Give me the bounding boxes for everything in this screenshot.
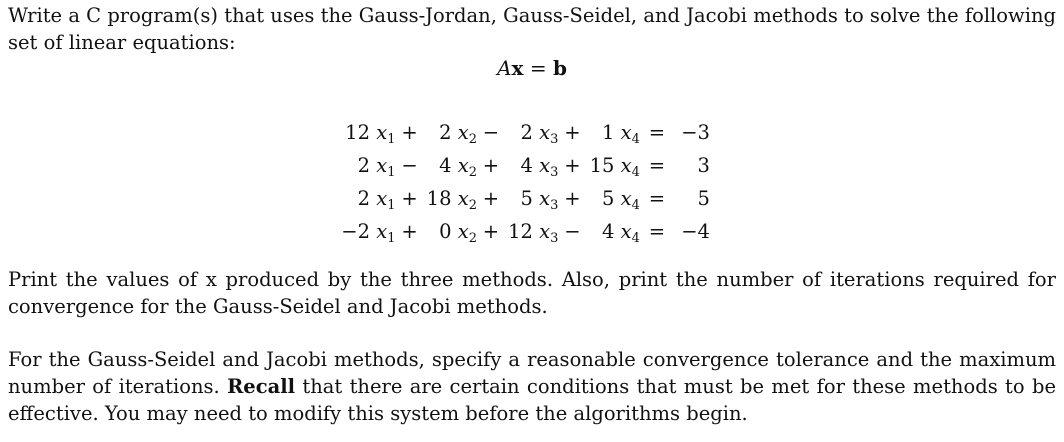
variable	[376, 121, 396, 147]
operator: −	[482, 121, 500, 144]
right-hand-side: −3	[681, 121, 710, 144]
variable-subscript: 1	[387, 198, 396, 213]
coefficient: 2	[520, 121, 533, 144]
coefficient: 12	[345, 121, 370, 144]
variable-letter: x	[457, 154, 469, 177]
term-1	[330, 182, 395, 215]
variable-letter: x	[457, 220, 469, 243]
variable-letter: x	[539, 121, 551, 144]
coefficient: 2	[357, 154, 370, 177]
operator: −	[564, 220, 581, 243]
variable-letter: x	[457, 187, 469, 210]
matrix-a: A	[497, 56, 512, 80]
coefficient: 4	[439, 154, 452, 177]
term-2	[423, 116, 476, 149]
recall-bold: Recall	[227, 375, 296, 398]
variable	[620, 121, 640, 147]
variable-letter: x	[539, 220, 551, 243]
variable-letter: x	[376, 121, 388, 144]
variable-letter: x	[620, 154, 632, 177]
variable-letter: x	[620, 187, 632, 210]
variable-letter: x	[539, 187, 551, 210]
variable-subscript: 1	[387, 132, 396, 147]
variable-subscript: 2	[468, 231, 477, 246]
variable	[457, 121, 477, 147]
variable-subscript: 4	[631, 165, 640, 180]
term-1	[330, 215, 395, 248]
variable-subscript: 3	[550, 132, 559, 147]
operator: +	[482, 187, 500, 210]
variable-subscript: 1	[387, 165, 396, 180]
variable-subscript: 3	[550, 165, 559, 180]
operator: −	[401, 154, 418, 177]
variable-subscript: 3	[550, 198, 559, 213]
term-2	[423, 215, 476, 248]
coefficient: −2	[341, 220, 370, 243]
tolerance-text-before: For the Gauss-Seidel and Jacobi methods, specify a reasonable convergence tolerance and the maximum number of iterations.	[8, 348, 1056, 398]
coefficient: 2	[439, 121, 452, 144]
variable-subscript: 3	[550, 231, 559, 246]
equation-row	[330, 182, 710, 215]
matrix-equation	[0, 56, 1064, 80]
tolerance-text-after: that there are certain conditions that must be met for these methods to be effective. You may need to modify this system before the algorithms begin.	[8, 375, 1056, 425]
term-1	[330, 116, 395, 149]
operator: +	[564, 121, 581, 144]
term-4	[586, 182, 639, 215]
variable	[376, 187, 396, 213]
term-2	[423, 182, 476, 215]
term-4	[586, 215, 639, 248]
variable-letter: x	[376, 220, 388, 243]
operator: +	[482, 154, 500, 177]
term-3	[505, 149, 558, 182]
variable	[539, 220, 559, 246]
variable	[620, 154, 640, 180]
operator: +	[401, 187, 418, 210]
equals-sign: =	[648, 121, 666, 144]
equation-row	[330, 215, 710, 248]
intro-text: Write a C program(s) that uses the Gauss-Jordan, Gauss-Seidel, and Jacobi methods to solve the following set of linear equations:	[8, 4, 1056, 54]
vector-x: x	[511, 56, 524, 80]
intro-paragraph	[8, 2, 1056, 56]
variable	[620, 187, 640, 213]
right-hand-side: 3	[697, 154, 710, 177]
coefficient: 5	[602, 187, 615, 210]
tolerance-paragraph	[8, 346, 1056, 427]
term-1	[330, 149, 395, 182]
equals-sign: =	[648, 220, 666, 243]
variable-subscript: 2	[468, 198, 477, 213]
coefficient: 0	[439, 220, 452, 243]
variable-subscript: 2	[468, 132, 477, 147]
right-hand-side: −4	[681, 220, 710, 243]
coefficient: 4	[602, 220, 615, 243]
equals-sign: =	[648, 187, 666, 210]
term-3	[505, 215, 558, 248]
operator: +	[482, 220, 500, 243]
operator: +	[401, 220, 418, 243]
coefficient: 5	[520, 187, 533, 210]
operator: +	[564, 187, 581, 210]
variable	[457, 220, 477, 246]
coefficient: 2	[357, 187, 370, 210]
vector-b: b	[552, 56, 567, 80]
print-paragraph	[8, 266, 1056, 320]
variable-letter: x	[376, 187, 388, 210]
variable-subscript: 1	[387, 231, 396, 246]
variable-letter: x	[620, 220, 632, 243]
variable	[376, 220, 396, 246]
variable-letter: x	[376, 154, 388, 177]
variable	[457, 187, 477, 213]
operator: +	[401, 121, 418, 144]
right-hand-side: 5	[697, 187, 710, 210]
variable-subscript: 2	[468, 165, 477, 180]
print-text: Print the values of x produced by the three methods. Also, print the number of iterations required for convergence for the Gauss-Seidel and Jacobi methods.	[8, 268, 1056, 318]
coefficient: 18	[426, 187, 452, 210]
term-4	[586, 149, 639, 182]
equation-row	[330, 116, 710, 149]
variable	[376, 154, 396, 180]
variable-letter: x	[457, 121, 469, 144]
equation-row	[330, 149, 710, 182]
coefficient: 12	[508, 220, 533, 243]
coefficient: 1	[602, 121, 615, 144]
term-3	[505, 116, 558, 149]
equals-sign: =	[529, 56, 547, 80]
variable-letter: x	[620, 121, 632, 144]
term-2	[423, 149, 476, 182]
coefficient: 15	[589, 154, 615, 177]
variable	[539, 187, 559, 213]
variable-subscript: 4	[631, 198, 640, 213]
equals-sign: =	[648, 154, 666, 177]
variable	[620, 220, 640, 246]
term-4	[586, 116, 639, 149]
variable-subscript: 4	[631, 132, 640, 147]
operator: +	[564, 154, 581, 177]
coefficient: 4	[520, 154, 533, 177]
variable-subscript: 4	[631, 231, 640, 246]
variable	[539, 154, 559, 180]
variable-letter: x	[539, 154, 551, 177]
term-3	[505, 182, 558, 215]
variable	[457, 154, 477, 180]
linear-system	[330, 116, 710, 248]
variable	[539, 121, 559, 147]
